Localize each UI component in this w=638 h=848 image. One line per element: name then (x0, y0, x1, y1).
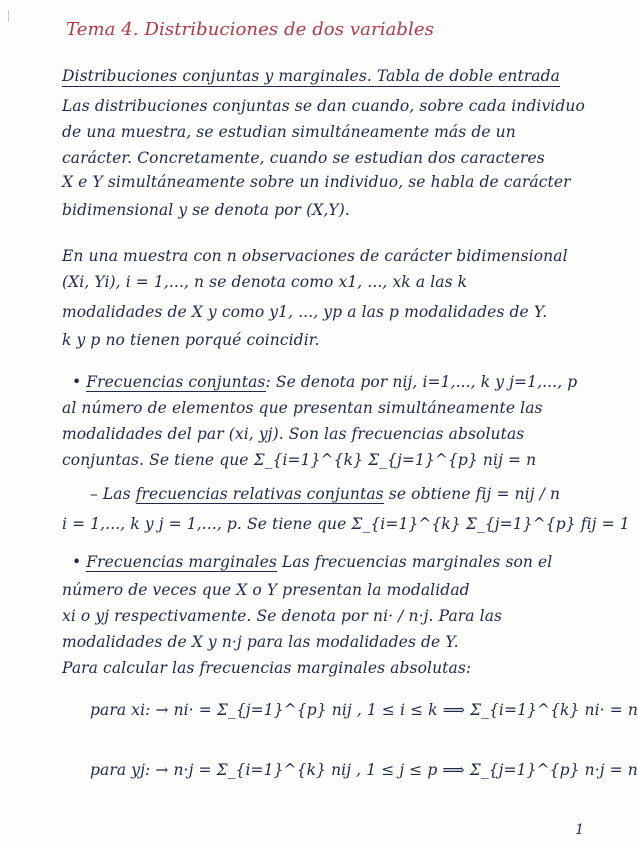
marginales-line1-rest: Las frecuencias marginales son el (276, 553, 553, 571)
paragraph1-line: carácter. Concretamente, cuando se estudian dos caracteres (62, 149, 545, 167)
paragraph2-line: (Xi, Yi), i = 1,..., n se denota como x1, ..., xk a las k (62, 273, 468, 291)
marginales-line: Para calcular las frecuencias marginales absolutas: (62, 659, 472, 677)
marginales-line: modalidades de X y n·j para las modalidades de Y. (62, 633, 459, 651)
marginales-bullet-line: • Frecuencias marginales Las frecuencias marginales son el (72, 553, 553, 571)
relativas-line (90, 484, 570, 504)
conjuntas-term: Frecuencias conjuntas (86, 373, 266, 391)
relativas-term: frecuencias relativas conjuntas (135, 485, 384, 503)
page-title: Tema 4. Distribuciones de dos variables (66, 19, 434, 40)
paragraph2-line: En una muestra con n observaciones de carácter bidimensional (62, 247, 568, 265)
paragraph2-line: modalidades de X y como y1, ..., yp a las p modalidades de Y. (62, 303, 548, 321)
paragraph1-line: X e Y simultáneamente sobre un individuo, se habla de carácter (62, 173, 571, 191)
conjuntas-line: modalidades del par (xi, yj). Son las frecuencias absolutas (62, 425, 525, 443)
conjuntas-line: al número de elementos que presentan simultáneamente las (62, 399, 543, 417)
paragraph2-line: k y p no tienen porqué coincidir. (62, 331, 320, 349)
formula-x: para xi: → ni· = Σ_{j=1}^{p} nij , 1 ≤ i ≤ k ⟹ Σ_{i=1}^{k} ni· = n (90, 701, 638, 719)
conjuntas-line: conjuntas. Se tiene que Σ_{i=1}^{k} Σ_{j=1}^{p} nij = n (62, 451, 537, 469)
conjuntas-bullet-line: • Frecuencias conjuntas: Se denota por nij, i=1,..., k y j=1,..., p (72, 373, 578, 391)
section-heading-text: Distribuciones conjuntas y marginales. Tabla de doble entrada (62, 67, 561, 85)
relativas-line2: i = 1,..., k y j = 1,..., p. Se tiene que Σ_{i=1}^{k} Σ_{j=1}^{p} fij = 1 (62, 515, 630, 533)
page-number: 1 (575, 822, 584, 838)
conjuntas-line1-rest: : Se denota por nij, i=1,..., k y j=1,..., p (265, 373, 578, 391)
paragraph1-line: Las distribuciones conjuntas se dan cuando, sobre cada individuo (62, 97, 585, 115)
relativas-pre: – Las (90, 485, 136, 503)
formula-y: para yj: → n·j = Σ_{i=1}^{k} nij , 1 ≤ j ≤ p ⟹ Σ_{j=1}^{p} n·j = n (90, 761, 638, 779)
marginales-line: xi o yj respectivamente. Se denota por ni· / n·j. Para las (62, 607, 503, 625)
section-heading (62, 66, 570, 86)
marginales-line: número de veces que X o Y presentan la modalidad (62, 581, 470, 599)
marginales-term: Frecuencias marginales (86, 553, 277, 571)
relativas-rest: se obtiene fij = nij / n (383, 485, 561, 503)
paragraph1-line: de una muestra, se estudian simultáneamente más de un (62, 123, 516, 141)
margin-mark (8, 10, 23, 22)
paragraph1-line: bidimensional y se denota por (X,Y). (62, 201, 350, 219)
